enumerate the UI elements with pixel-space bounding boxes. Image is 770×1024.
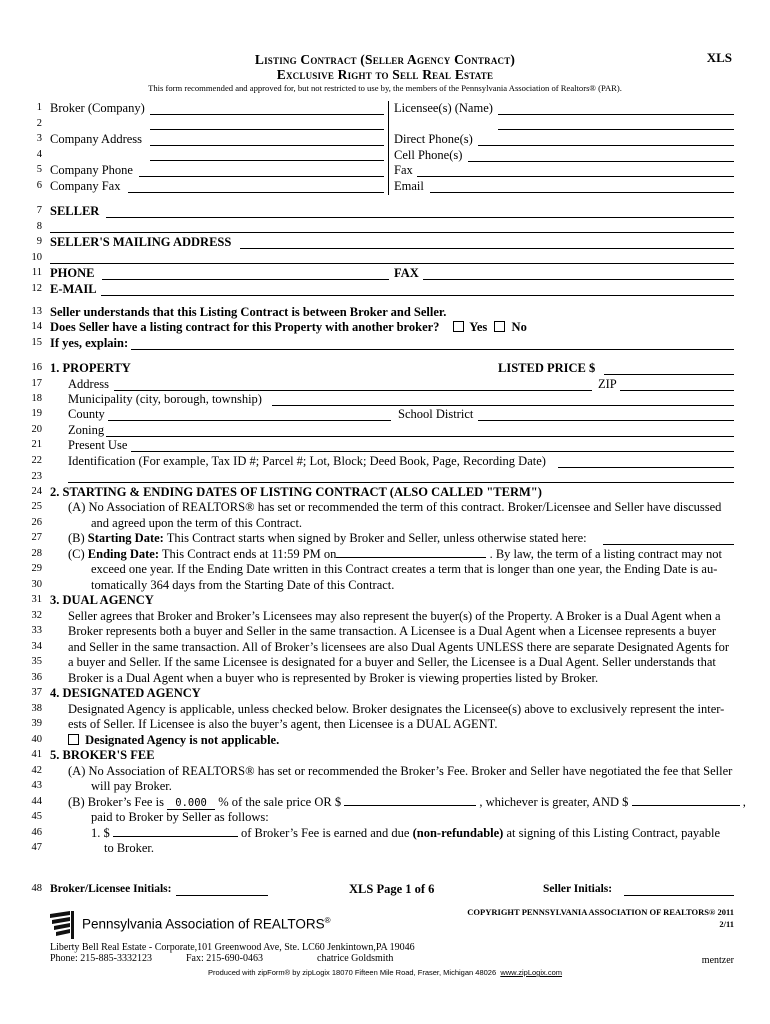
line-number: 44 [31, 796, 42, 807]
term-a-line1: (A) No Association of REALTORS® has set or recommended the term of this contract. Broker/Licensee and Seller have discussed [68, 500, 722, 514]
ending-date-field[interactable] [336, 557, 486, 558]
designated-agency-not-applicable-label: Designated Agency is not applicable. [85, 733, 280, 747]
line-number: 27 [31, 532, 42, 543]
line-number: 13 [31, 306, 42, 317]
line-number: 10 [31, 252, 42, 263]
seller-label: SELLER [50, 204, 100, 218]
term-a-line2: and agreed upon the term of this Contract. [91, 516, 303, 530]
line-number: 34 [31, 641, 42, 652]
company-fax-field[interactable] [128, 192, 384, 193]
licensee-name-field[interactable] [498, 114, 734, 115]
fee-item1-rest: at signing of this Listing Contract, payable [503, 826, 720, 840]
line-number: 3 [36, 133, 42, 144]
email-field[interactable] [430, 192, 734, 193]
term-b-prefix: (B) [68, 531, 88, 545]
line-number: 11 [31, 267, 42, 278]
ending-date-label: Ending Date: [87, 547, 159, 561]
form-title-line2: Exclusive Right to Sell Real Estate [276, 67, 494, 82]
designated-agency-option [65, 733, 279, 748]
line-number: 43 [31, 780, 42, 791]
seller-email-field[interactable] [101, 295, 734, 296]
line-number: 8 [36, 221, 42, 232]
line-number: 25 [31, 501, 42, 512]
other-broker-question [50, 320, 527, 335]
produced-by [0, 968, 770, 977]
line-number: 21 [31, 439, 42, 450]
fee-item1-bold: (non-refundable) [412, 826, 504, 840]
yes-checkbox[interactable] [453, 321, 464, 332]
listed-price-field[interactable] [604, 374, 734, 375]
county-label: County [68, 407, 105, 421]
term-b-text: This Contract starts when signed by Broker and Seller, unless otherwise stated here: [163, 531, 587, 545]
seller-field-2[interactable] [50, 232, 734, 233]
line-number: 5 [36, 164, 42, 175]
fee-item1-line [91, 826, 720, 841]
fee-item1-mid: of Broker’s Fee is earned and due [237, 826, 413, 840]
fee-item1-prefix: 1. $ [91, 826, 110, 840]
line-number: 40 [31, 734, 42, 745]
licensee-fax-field[interactable] [417, 176, 734, 177]
line-number: 14 [31, 321, 42, 332]
org-name [82, 916, 331, 932]
column-divider [388, 101, 389, 195]
seller-fax-label: FAX [394, 266, 419, 280]
office-address: Liberty Bell Real Estate - Corporate,101 Greenwood Ave, Ste. LC60 Jenkintown,PA 19046 [50, 942, 415, 953]
fee-item1-amount-field[interactable] [113, 836, 238, 837]
zip-field[interactable] [620, 390, 734, 391]
revision-date: 2/11 [719, 919, 734, 929]
line-number: 16 [31, 362, 42, 373]
agent-name: chatrice Goldsmith [317, 953, 394, 964]
office-phone: Phone: 215-885-3332123 [50, 953, 152, 964]
zoning-label: Zoning [68, 423, 105, 437]
starting-date-label: Starting Date: [87, 531, 164, 545]
broker-initials-field[interactable] [176, 895, 268, 896]
broker-fee-heading: 5. BROKER'S FEE [50, 748, 155, 762]
company-phone-field[interactable] [139, 176, 384, 177]
dual-agency-line: and Seller in the same transaction. All of Broker’s licensees are also Dual Agents UNLESS there are separate Designated Agents for [68, 640, 730, 654]
line-number: 38 [31, 703, 42, 714]
explain-field[interactable] [131, 349, 734, 350]
page-indicator: XLS Page 1 of 6 [349, 882, 435, 896]
line-number: 41 [31, 749, 42, 760]
licensee-name-label: Licensee(s) (Name) [394, 101, 493, 115]
identification-field[interactable] [558, 467, 734, 468]
licensee-fax-label: Fax [394, 163, 413, 177]
dual-agency-line: Broker represents both a buyer and Seller in the same transaction. A Licensee is a Dual Agent when a Licensee represents a buyer [68, 624, 717, 638]
county-field[interactable] [108, 420, 391, 421]
line-number: 1 [36, 102, 42, 113]
company-address-field[interactable] [150, 145, 384, 146]
broker-company-field[interactable] [150, 114, 384, 115]
line-number: 28 [31, 548, 42, 559]
seller-mailing-label: SELLER'S MAILING ADDRESS [50, 235, 232, 249]
par-logo-icon [48, 910, 76, 940]
line-number: 15 [31, 337, 42, 348]
line-number: 39 [31, 718, 42, 729]
seller-understands-text: Seller understands that this Listing Contract is between Broker and Seller. [50, 305, 447, 319]
company-fax-label: Company Fax [50, 179, 121, 193]
dual-agency-line: a buyer and Seller. If the same Licensee is designated for a buyer and Seller, the Licensee is a Dual Agent. Seller understands that [68, 655, 716, 669]
line-number: 29 [31, 563, 42, 574]
term-c-line3: tomatically 364 days from the Starting Date of this Contract. [91, 578, 395, 592]
term-c-after: . By law, the term of a listing contract may not [489, 547, 723, 561]
user-tag: mentzer [701, 955, 734, 966]
municipality-label: Municipality (city, borough, township) [68, 392, 262, 406]
seller-fax-field[interactable] [423, 279, 734, 280]
line-number: 22 [31, 455, 42, 466]
line-number: 9 [36, 236, 42, 247]
listed-price-label: LISTED PRICE $ [498, 361, 596, 375]
fee-a-line2: will pay Broker. [91, 779, 172, 793]
line-number: 42 [31, 765, 42, 776]
term-c-text: This Contract ends at 11:59 PM on [159, 547, 337, 561]
broker-company-label: Broker (Company) [50, 101, 145, 115]
property-address-label: Address [68, 377, 109, 391]
cell-phone-field[interactable] [468, 161, 734, 162]
direct-phone-field[interactable] [478, 145, 734, 146]
line-number: 31 [31, 594, 42, 605]
line-number: 23 [31, 471, 42, 482]
dual-agency-heading: 3. DUAL AGENCY [50, 593, 154, 607]
fee-b-line2: paid to Broker by Seller as follows: [91, 810, 269, 824]
identification-field-2[interactable] [68, 482, 734, 483]
zoning-field[interactable] [106, 436, 734, 437]
fee-percent-field[interactable]: 0.000 [167, 797, 215, 810]
designated-agency-heading: 4. DESIGNATED AGENCY [50, 686, 201, 700]
school-district-field[interactable] [478, 420, 734, 421]
approval-note: This form recommended and approved for, but not restricted to use by, the members of the Pennsylvania Association of Realtors® (PAR). [148, 83, 622, 93]
line-number: 45 [31, 811, 42, 822]
seller-initials-label: Seller Initials: [543, 883, 613, 895]
line-number: 48 [31, 883, 42, 894]
org-name-text: Pennsylvania Association of REALTORS [82, 916, 325, 932]
line-number: 32 [31, 610, 42, 621]
line-number: 24 [31, 486, 42, 497]
property-heading: 1. PROPERTY [50, 361, 131, 375]
line-number: 6 [36, 180, 42, 191]
other-broker-question-text: Does Seller have a listing contract for this Property with another broker? [50, 320, 440, 334]
term-heading: 2. STARTING & ENDING DATES OF LISTING CONTRACT (ALSO CALLED "TERM") [50, 485, 542, 499]
designated-agency-line2: ests of Seller. If Licensee is also the buyer’s agent, then Licensee is a DUAL AGENT. [68, 717, 498, 731]
org-registered-mark: ® [324, 916, 331, 925]
broker-initials-label: Broker/Licensee Initials: [50, 883, 172, 895]
line-number: 4 [36, 149, 42, 160]
line-number: 36 [31, 672, 42, 683]
fee-b-end: , [742, 795, 746, 809]
cell-phone-label: Cell Phone(s) [394, 148, 463, 162]
line-number: 17 [31, 378, 42, 389]
seller-phone-label: PHONE [50, 266, 95, 280]
term-c-line2: exceed one year. If the Ending Date written in this Contract creates a term that is longer than one year, the Ending Date is au- [91, 562, 718, 576]
fee-minimum-field[interactable] [344, 805, 476, 806]
ziplogix-link[interactable]: www.zipLogix.com [500, 968, 563, 977]
line-number: 46 [31, 827, 42, 838]
no-checkbox[interactable] [494, 321, 505, 332]
fee-b-whichever: , whichever is greater, AND $ [479, 795, 629, 809]
office-fax: Fax: 215-690-0463 [186, 953, 263, 964]
seller-field[interactable] [106, 217, 734, 218]
present-use-label: Present Use [68, 438, 128, 452]
term-c-line [68, 547, 722, 562]
zip-label: ZIP [598, 377, 617, 391]
company-address-label: Company Address [50, 132, 143, 146]
company-phone-label: Company Phone [50, 163, 133, 177]
explain-label: If yes, explain: [50, 336, 129, 350]
seller-mailing-field-2[interactable] [50, 263, 734, 264]
yes-label: Yes [469, 320, 488, 334]
starting-date-field[interactable] [603, 544, 734, 545]
line-number: 35 [31, 656, 42, 667]
fee-item1-line2: to Broker. [104, 841, 154, 855]
line-number: 2 [36, 118, 42, 129]
term-c-prefix: (C) [68, 547, 88, 561]
seller-mailing-field[interactable] [240, 248, 734, 249]
line-number: 18 [31, 393, 42, 404]
form-title-line1: Listing Contract (Seller Agency Contract) [254, 52, 516, 67]
line-number: 37 [31, 687, 42, 698]
line-number: 47 [31, 842, 42, 853]
present-use-field[interactable] [131, 451, 734, 452]
produced-by-text: Produced with zipForm® by zipLogix 18070 Fifteen Mile Road, Fraser, Michigan 48026 [207, 968, 497, 977]
broker-company-field-2[interactable] [150, 129, 384, 130]
line-number: 7 [36, 205, 42, 216]
school-district-label: School District [398, 407, 474, 421]
fee-b-line [68, 795, 746, 810]
direct-phone-label: Direct Phone(s) [394, 132, 473, 146]
seller-email-label: E-MAIL [50, 282, 97, 296]
line-number: 12 [31, 283, 42, 294]
seller-initials-field[interactable] [624, 895, 734, 896]
fee-additional-field[interactable] [632, 805, 740, 806]
property-address-field[interactable] [114, 390, 592, 391]
email-label: Email [394, 179, 424, 193]
fee-b-prefix: (B) Broker’s Fee is [68, 795, 164, 809]
seller-phone-field[interactable] [102, 279, 389, 280]
line-number: 33 [31, 625, 42, 636]
licensee-name-field-2[interactable] [498, 129, 734, 130]
line-number: 26 [31, 517, 42, 528]
identification-label: Identification (For example, Tax ID #; Parcel #; Lot, Block; Deed Book, Page, Recording Date) [68, 454, 546, 468]
copyright-notice: COPYRIGHT PENNSYLVANIA ASSOCIATION OF REALTORS® 2011 [467, 907, 734, 917]
dual-agency-line: Seller agrees that Broker and Broker’s Licensees may also represent the buyer(s) of the Property. A Broker is a Dual Agent when a [68, 609, 721, 623]
fee-a-line1: (A) No Association of REALTORS® has set or recommended the Broker’s Fee. Broker and Seller have negotiated the fee that Seller [68, 764, 733, 778]
line-number: 30 [31, 579, 42, 590]
dual-agency-line: Broker is a Dual Agent when a buyer who is represented by Broker is viewing properties listed by Broker. [68, 671, 599, 685]
form-code: XLS [706, 50, 732, 65]
fee-b-mid: % of the sale price OR $ [218, 795, 342, 809]
municipality-field[interactable] [272, 405, 734, 406]
term-b-line [68, 531, 587, 546]
line-number: 19 [31, 408, 42, 419]
company-address-field-2[interactable] [150, 160, 384, 161]
no-label: No [511, 320, 527, 334]
designated-agency-checkbox[interactable] [68, 734, 79, 745]
designated-agency-line1: Designated Agency is applicable, unless checked below. Broker designates the Licensee(s) above to exclusively represent the inter- [68, 702, 725, 716]
line-number: 20 [31, 424, 42, 435]
